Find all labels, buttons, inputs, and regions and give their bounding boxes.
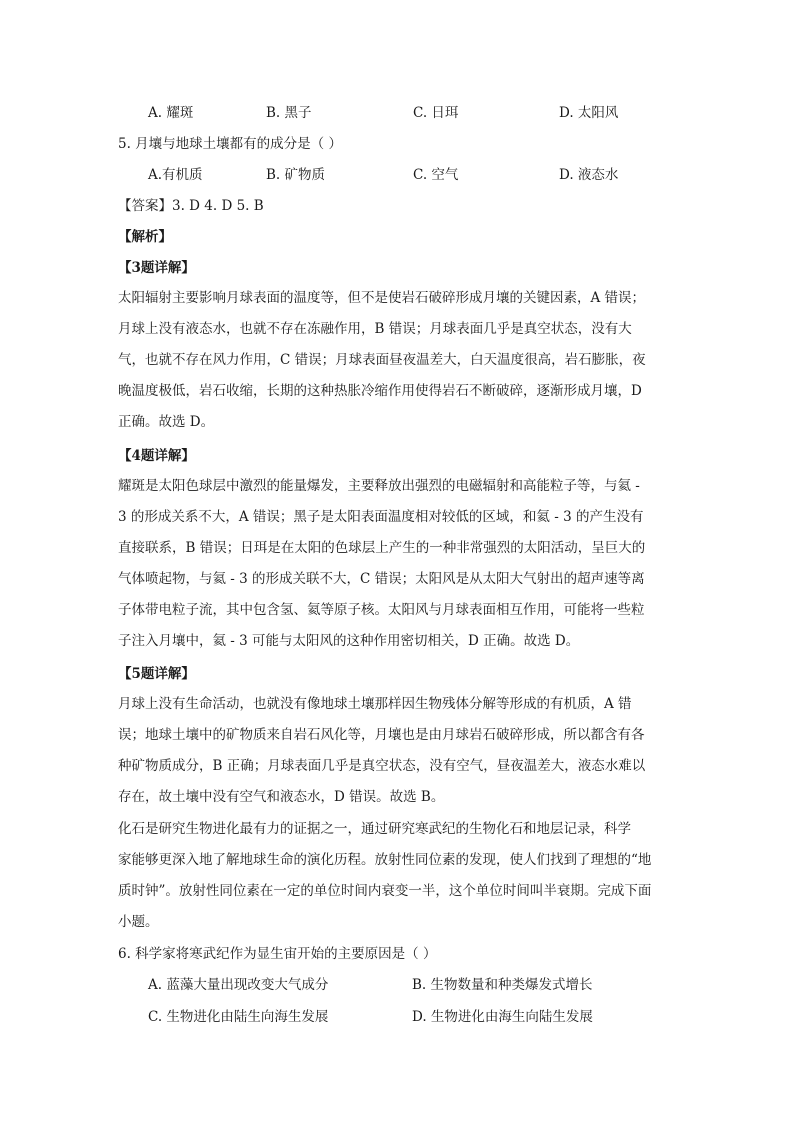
detail4-line: 耀斑是太阳色球层中激烈的能量爆发，主要释放出强烈的电磁辐射和高能粒子等，与氦 - xyxy=(118,478,640,494)
detail3-line: 晚温度极低，岩石收缩，长期的这种热胀冷缩作用使得岩石不断破碎，逐渐形成月壤，D xyxy=(118,383,642,399)
q5-option-c: C. 空气 xyxy=(413,167,459,183)
q6-option-b: B. 生物数量和种类爆发式增长 xyxy=(412,977,593,993)
detail3-line: 太阳辐射主要影响月球表面的温度等，但不是使岩石破碎形成月壤的关键因素，A 错误； xyxy=(118,290,646,306)
detail4-paragraph xyxy=(118,471,678,657)
detail4-line: 子注入月壤中，氦 - 3 可能与太阳风的这种作用密切相关，D 正确。故选 D。 xyxy=(118,633,580,649)
passage-paragraph xyxy=(118,814,678,938)
detail4-line: 子体带电粒子流，其中包含氢、氦等原子核。太阳风与月球表面相互作用，可能将一些粒 xyxy=(118,602,645,618)
detail5-paragraph xyxy=(118,689,678,813)
detail3-label: 【3题详解】 xyxy=(118,260,195,276)
detail4-label: 【4题详解】 xyxy=(118,448,195,464)
detail4-line: 3 的形成关系不大，A 错误；黑子是太阳表面温度相对较低的区域，和氦 - 3 的产生没有 xyxy=(118,509,644,525)
answer-line: 【答案】3. D 4. D 5. B xyxy=(118,198,264,214)
q6-stem: 6. 科学家将寒武纪作为显生宙开始的主要原因是（ ） xyxy=(118,946,437,962)
q6-option-c: C. 生物进化由陆生向海生发展 xyxy=(148,1009,329,1025)
q4-option-c: C. 日珥 xyxy=(413,105,459,121)
detail3-line: 气，也就不存在风力作用，C 错误；月球表面昼夜温差大，白天温度很高，岩石膨胀，夜 xyxy=(118,352,646,368)
q4-option-a: A. 耀斑 xyxy=(148,105,194,121)
analysis-label: 【解析】 xyxy=(118,229,172,245)
passage-line: 质时钟”。放射性同位素在一定的单位时间内衰变一半，这个单位时间叫半衰期。完成下面 xyxy=(118,883,652,899)
passage-line: 小题。 xyxy=(118,914,159,930)
detail3-paragraph xyxy=(118,283,678,438)
detail5-label: 【5题详解】 xyxy=(118,666,195,682)
q6-option-a: A. 蓝藻大量出现改变大气成分 xyxy=(148,977,329,993)
detail3-line: 月球上没有液态水，也就不存在冻融作用，B 错误；月球表面几乎是真空状态，没有大 xyxy=(118,321,632,337)
detail5-line: 存在，故土壤中没有空气和液态水，D 错误。故选 B。 xyxy=(118,789,445,805)
passage-line: 化石是研究生物进化最有力的证据之一，通过研究寒武纪的生物化石和地层记录，科学 xyxy=(118,821,631,837)
detail4-line: 直接联系，B 错误；日珥是在太阳的色球层上产生的一种非常强烈的太阳活动，呈巨大的 xyxy=(118,540,646,556)
q5-option-b: B. 矿物质 xyxy=(266,167,326,183)
q5-stem: 5. 月壤与地球土壤都有的成分是（ ） xyxy=(118,136,342,152)
q4-option-b: B. 黑子 xyxy=(266,105,312,121)
passage-line: 家能够更深入地了解地球生命的演化历程。放射性同位素的发现，使人们找到了理想的“地 xyxy=(118,852,652,868)
q6-option-d: D. 生物进化由海生向陆生发展 xyxy=(412,1009,593,1025)
detail3-line: 正确。故选 D。 xyxy=(118,414,215,430)
detail5-line: 月球上没有生命活动，也就没有像地球土壤那样因生物残体分解等形成的有机质，A 错 xyxy=(118,696,632,712)
q5-option-a: A.有机质 xyxy=(148,167,203,183)
detail4-line: 气体喷起物，与氦 - 3 的形成关联不大，C 错误；太阳风是从太阳大气射出的超声速等离 xyxy=(118,571,645,587)
detail5-line: 误；地球土壤中的矿物质来自岩石风化等，月壤也是由月球岩石破碎形成，所以都含有各 xyxy=(118,727,645,743)
q4-option-d: D. 太阳风 xyxy=(559,105,619,121)
q5-option-d: D. 液态水 xyxy=(559,167,619,183)
detail5-line: 种矿物质成分，B 正确；月球表面几乎是真空状态，没有空气，昼夜温差大，液态水难以 xyxy=(118,758,646,774)
